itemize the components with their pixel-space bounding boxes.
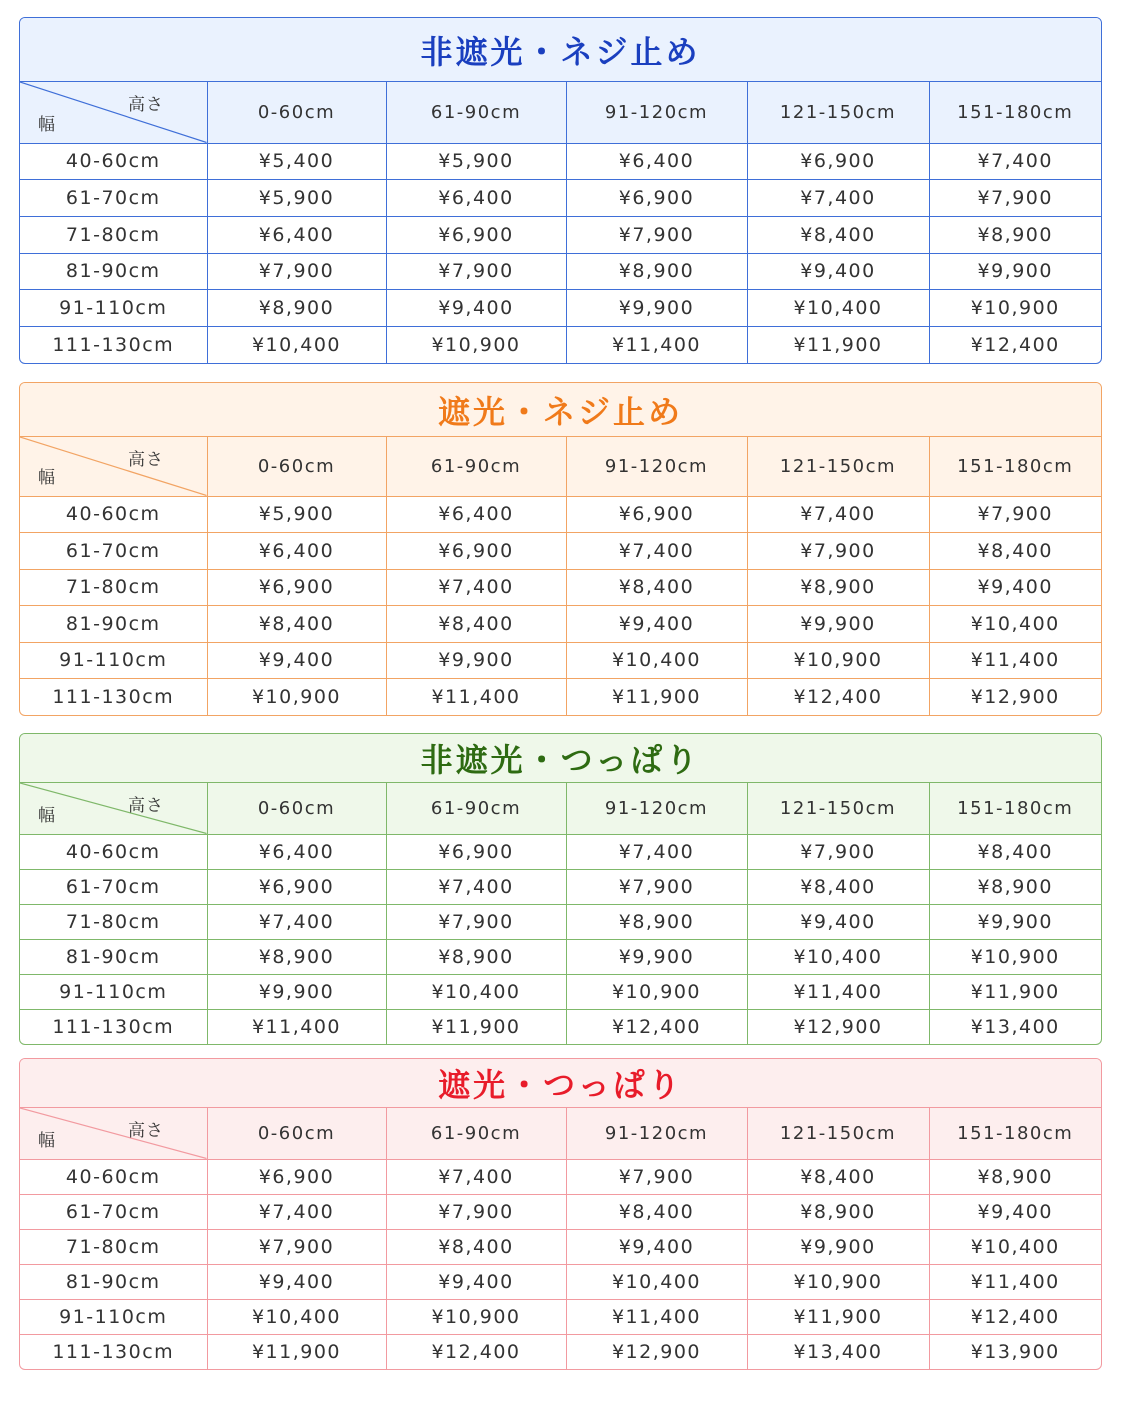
price-cell: ¥13,900 xyxy=(970,1340,1060,1363)
price-cell: ¥10,900 xyxy=(747,1264,929,1299)
corner-cell xyxy=(20,82,207,143)
price-cell: ¥10,400 xyxy=(207,326,386,363)
column-header: 151-180cm xyxy=(929,1108,1101,1159)
price-cell: ¥5,900 xyxy=(386,143,566,180)
price-cell: ¥7,900 xyxy=(929,180,1101,217)
price-cell: ¥11,900 xyxy=(207,1334,386,1369)
price-cell: ¥12,400 xyxy=(929,1299,1101,1334)
column-header: 61-90cm xyxy=(386,1108,566,1159)
table-row xyxy=(20,904,1101,939)
column-header: 61-90cm xyxy=(386,783,566,834)
price-cell: ¥7,400 xyxy=(747,180,929,217)
price-cell: ¥11,400 xyxy=(929,1264,1101,1299)
price-cell: ¥9,400 xyxy=(566,1229,747,1264)
price-table-2 xyxy=(19,382,1102,716)
table-row xyxy=(20,869,1101,904)
row-header: 111-130cm xyxy=(20,1334,207,1369)
table-row xyxy=(20,290,1101,327)
price-cell: ¥8,400 xyxy=(747,216,929,253)
row-header: 61-70cm xyxy=(20,180,207,217)
price-cell: ¥6,900 xyxy=(207,1159,386,1194)
column-header: 121-150cm xyxy=(747,783,929,834)
row-header: 61-70cm xyxy=(20,1194,207,1229)
price-cell: ¥10,900 xyxy=(747,642,929,679)
price-cell: ¥6,900 xyxy=(386,533,566,570)
width-axis-label: 幅 xyxy=(38,114,57,135)
price-cell: ¥10,400 xyxy=(207,1299,386,1334)
price-cell: ¥12,400 xyxy=(566,1009,747,1044)
price-cell: ¥7,400 xyxy=(929,143,1101,180)
price-cell: ¥9,900 xyxy=(207,974,386,1009)
table-title: 遮光・ネジ止め xyxy=(20,383,1101,437)
price-cell: ¥7,400 xyxy=(207,1194,386,1229)
table-row xyxy=(20,642,1101,679)
price-grid xyxy=(20,437,1101,715)
price-cell: ¥8,900 xyxy=(747,569,929,606)
price-cell: ¥11,400 xyxy=(929,642,1101,679)
price-cell: ¥11,400 xyxy=(386,679,566,716)
price-table-4 xyxy=(19,1058,1102,1370)
price-cell: ¥11,900 xyxy=(386,1009,566,1044)
header-row xyxy=(20,783,1101,834)
price-cell: ¥9,400 xyxy=(386,1264,566,1299)
corner-cell xyxy=(20,437,207,496)
table-row xyxy=(20,1159,1101,1194)
price-cell: ¥8,400 xyxy=(207,606,386,643)
price-cell: ¥8,400 xyxy=(929,834,1101,869)
column-header: 151-180cm xyxy=(929,437,1101,496)
price-cell: ¥5,400 xyxy=(207,143,386,180)
row-header: 91-110cm xyxy=(20,290,207,327)
column-header: 121-150cm xyxy=(747,1108,929,1159)
price-cell: ¥7,900 xyxy=(566,1159,747,1194)
price-grid xyxy=(20,1108,1101,1369)
column-header: 151-180cm xyxy=(929,783,1101,834)
price-cell: ¥11,400 xyxy=(747,974,929,1009)
price-table-3 xyxy=(19,733,1102,1045)
price-cell: ¥6,900 xyxy=(566,496,747,533)
row-header: 40-60cm xyxy=(20,143,207,180)
price-cell: ¥8,900 xyxy=(929,869,1101,904)
price-cell: ¥7,900 xyxy=(207,1229,386,1264)
price-cell: ¥8,400 xyxy=(747,1159,929,1194)
price-cell: ¥5,900 xyxy=(207,496,386,533)
price-cell: ¥6,900 xyxy=(747,143,929,180)
price-cell: ¥7,400 xyxy=(386,569,566,606)
price-cell: ¥9,900 xyxy=(386,642,566,679)
price-cell: ¥7,900 xyxy=(566,216,747,253)
price-cell: ¥12,900 xyxy=(566,1334,747,1369)
table-row xyxy=(20,606,1101,643)
column-header: 0-60cm xyxy=(207,783,386,834)
price-cell: ¥5,900 xyxy=(207,180,386,217)
width-axis-label: 幅 xyxy=(38,1130,57,1151)
corner-cell xyxy=(20,783,207,834)
price-cell: ¥7,900 xyxy=(747,533,929,570)
table-title: 非遮光・つっぱり xyxy=(20,734,1101,783)
price-cell: ¥9,400 xyxy=(207,642,386,679)
price-cell: ¥11,400 xyxy=(566,1299,747,1334)
table-row xyxy=(20,1229,1101,1264)
price-cell: ¥11,900 xyxy=(747,1299,929,1334)
price-cell: ¥8,900 xyxy=(929,1159,1101,1194)
price-cell: ¥6,400 xyxy=(386,496,566,533)
price-cell: ¥7,900 xyxy=(386,904,566,939)
price-cell: ¥11,900 xyxy=(566,679,747,716)
corner-cell xyxy=(20,1108,207,1159)
price-cell: ¥6,900 xyxy=(566,180,747,217)
price-cell: ¥8,900 xyxy=(207,290,386,327)
height-axis-label: 高さ xyxy=(128,95,164,115)
price-cell: ¥7,900 xyxy=(386,253,566,290)
price-cell: ¥8,900 xyxy=(929,216,1101,253)
price-cell: ¥10,900 xyxy=(207,679,386,716)
row-header: 40-60cm xyxy=(20,834,207,869)
price-cell: ¥8,400 xyxy=(386,1229,566,1264)
price-cell: ¥8,400 xyxy=(747,869,929,904)
table-row xyxy=(20,216,1101,253)
row-header: 61-70cm xyxy=(20,533,207,570)
price-cell: ¥9,900 xyxy=(747,606,929,643)
price-cell: ¥7,400 xyxy=(747,496,929,533)
price-cell: ¥10,900 xyxy=(386,1299,566,1334)
height-axis-label: 高さ xyxy=(128,796,164,816)
price-cell: ¥7,900 xyxy=(566,869,747,904)
row-header: 71-80cm xyxy=(20,1229,207,1264)
table-row xyxy=(20,1264,1101,1299)
price-cell: ¥10,400 xyxy=(566,1264,747,1299)
price-cell: ¥9,900 xyxy=(566,939,747,974)
price-table-1 xyxy=(19,17,1102,364)
price-cell: ¥6,400 xyxy=(207,834,386,869)
price-cell: ¥9,900 xyxy=(747,1229,929,1264)
price-cell: ¥6,400 xyxy=(207,216,386,253)
price-cell: ¥9,400 xyxy=(747,253,929,290)
column-header: 91-120cm xyxy=(566,783,747,834)
width-axis-label: 幅 xyxy=(38,467,57,488)
price-cell: ¥7,900 xyxy=(207,253,386,290)
price-cell: ¥7,400 xyxy=(566,533,747,570)
table-row xyxy=(20,974,1101,1009)
price-cell: ¥13,400 xyxy=(747,1334,929,1369)
column-header: 151-180cm xyxy=(929,82,1101,143)
row-header: 71-80cm xyxy=(20,216,207,253)
table-title: 遮光・つっぱり xyxy=(20,1059,1101,1108)
price-cell: ¥10,400 xyxy=(929,1229,1101,1264)
price-cell: ¥8,400 xyxy=(566,569,747,606)
column-header: 0-60cm xyxy=(207,437,386,496)
row-header: 40-60cm xyxy=(20,496,207,533)
price-cell: ¥8,900 xyxy=(747,1194,929,1229)
price-cell: ¥12,400 xyxy=(386,1334,566,1369)
header-row xyxy=(20,437,1101,496)
price-cell: ¥13,400 xyxy=(970,1015,1060,1038)
price-cell: ¥7,400 xyxy=(386,1159,566,1194)
price-cell: ¥6,400 xyxy=(386,180,566,217)
width-axis-label: 幅 xyxy=(38,805,57,826)
price-cell: ¥10,400 xyxy=(386,974,566,1009)
table-row xyxy=(20,1194,1101,1229)
table-title: 非遮光・ネジ止め xyxy=(20,18,1101,82)
price-cell: ¥7,900 xyxy=(747,834,929,869)
price-cell: ¥7,400 xyxy=(386,869,566,904)
price-cell: ¥6,900 xyxy=(386,834,566,869)
row-header: 71-80cm xyxy=(20,569,207,606)
table-row xyxy=(20,533,1101,570)
price-cell: ¥7,400 xyxy=(566,834,747,869)
column-header: 91-120cm xyxy=(566,437,747,496)
price-cell: ¥6,900 xyxy=(207,869,386,904)
table-row xyxy=(20,253,1101,290)
row-header: 91-110cm xyxy=(20,974,207,1009)
price-cell: ¥10,900 xyxy=(386,326,566,363)
column-header: 61-90cm xyxy=(386,82,566,143)
price-cell: ¥8,400 xyxy=(386,606,566,643)
price-cell: ¥8,400 xyxy=(929,533,1101,570)
table-row xyxy=(20,939,1101,974)
price-cell: ¥8,900 xyxy=(386,939,566,974)
price-cell: ¥7,900 xyxy=(929,496,1101,533)
table-row xyxy=(20,326,1101,363)
row-header: 71-80cm xyxy=(20,904,207,939)
price-cell: ¥11,900 xyxy=(747,326,929,363)
price-cell: ¥12,900 xyxy=(747,1009,929,1044)
price-grid xyxy=(20,783,1101,1044)
height-axis-label: 高さ xyxy=(128,1121,164,1141)
table-row xyxy=(20,143,1101,180)
row-header: 111-130cm xyxy=(20,679,207,716)
table-row xyxy=(20,834,1101,869)
table-row xyxy=(20,1334,1101,1369)
column-header: 91-120cm xyxy=(566,1108,747,1159)
row-header: 91-110cm xyxy=(20,642,207,679)
row-header: 111-130cm xyxy=(20,1009,207,1044)
column-header: 121-150cm xyxy=(747,437,929,496)
table-row xyxy=(20,569,1101,606)
column-header: 91-120cm xyxy=(566,82,747,143)
price-cell: ¥6,400 xyxy=(566,143,747,180)
price-cell: ¥11,400 xyxy=(566,326,747,363)
price-cell: ¥9,400 xyxy=(207,1264,386,1299)
table-row xyxy=(20,180,1101,217)
price-cell: ¥9,900 xyxy=(566,290,747,327)
table-row xyxy=(20,1299,1101,1334)
price-cell: ¥7,900 xyxy=(386,1194,566,1229)
height-axis-label: 高さ xyxy=(128,450,164,470)
row-header: 111-130cm xyxy=(20,326,207,363)
price-cell: ¥12,900 xyxy=(970,686,1060,708)
table-row xyxy=(20,496,1101,533)
price-cell: ¥9,400 xyxy=(566,606,747,643)
price-cell: ¥10,900 xyxy=(929,290,1101,327)
price-cell: ¥9,400 xyxy=(929,1194,1101,1229)
header-row xyxy=(20,82,1101,143)
column-header: 0-60cm xyxy=(207,1108,386,1159)
price-cell: ¥8,900 xyxy=(207,939,386,974)
price-cell: ¥6,400 xyxy=(207,533,386,570)
header-row xyxy=(20,1108,1101,1159)
price-cell: ¥6,900 xyxy=(207,569,386,606)
price-cell: ¥9,400 xyxy=(386,290,566,327)
price-cell: ¥10,400 xyxy=(747,939,929,974)
price-cell: ¥11,400 xyxy=(207,1009,386,1044)
price-cell: ¥6,900 xyxy=(386,216,566,253)
price-cell: ¥11,900 xyxy=(929,974,1101,1009)
price-cell: ¥7,400 xyxy=(207,904,386,939)
row-header: 81-90cm xyxy=(20,606,207,643)
price-cell: ¥10,900 xyxy=(929,939,1101,974)
price-cell: ¥9,900 xyxy=(929,253,1101,290)
row-header: 81-90cm xyxy=(20,253,207,290)
price-cell: ¥9,900 xyxy=(929,904,1101,939)
price-cell: ¥8,400 xyxy=(566,1194,747,1229)
row-header: 81-90cm xyxy=(20,1264,207,1299)
row-header: 40-60cm xyxy=(20,1159,207,1194)
price-cell: ¥8,900 xyxy=(566,253,747,290)
price-cell: ¥8,900 xyxy=(566,904,747,939)
table-row xyxy=(20,679,1101,716)
price-cell: ¥10,400 xyxy=(747,290,929,327)
price-cell: ¥10,900 xyxy=(566,974,747,1009)
column-header: 121-150cm xyxy=(747,82,929,143)
row-header: 81-90cm xyxy=(20,939,207,974)
price-cell: ¥12,400 xyxy=(747,679,929,716)
table-row xyxy=(20,1009,1101,1044)
price-grid xyxy=(20,82,1101,363)
column-header: 0-60cm xyxy=(207,82,386,143)
price-cell: ¥9,400 xyxy=(929,569,1101,606)
price-cell: ¥12,400 xyxy=(970,334,1060,357)
row-header: 91-110cm xyxy=(20,1299,207,1334)
price-cell: ¥10,400 xyxy=(566,642,747,679)
row-header: 61-70cm xyxy=(20,869,207,904)
price-cell: ¥9,400 xyxy=(747,904,929,939)
price-cell: ¥10,400 xyxy=(929,606,1101,643)
column-header: 61-90cm xyxy=(386,437,566,496)
